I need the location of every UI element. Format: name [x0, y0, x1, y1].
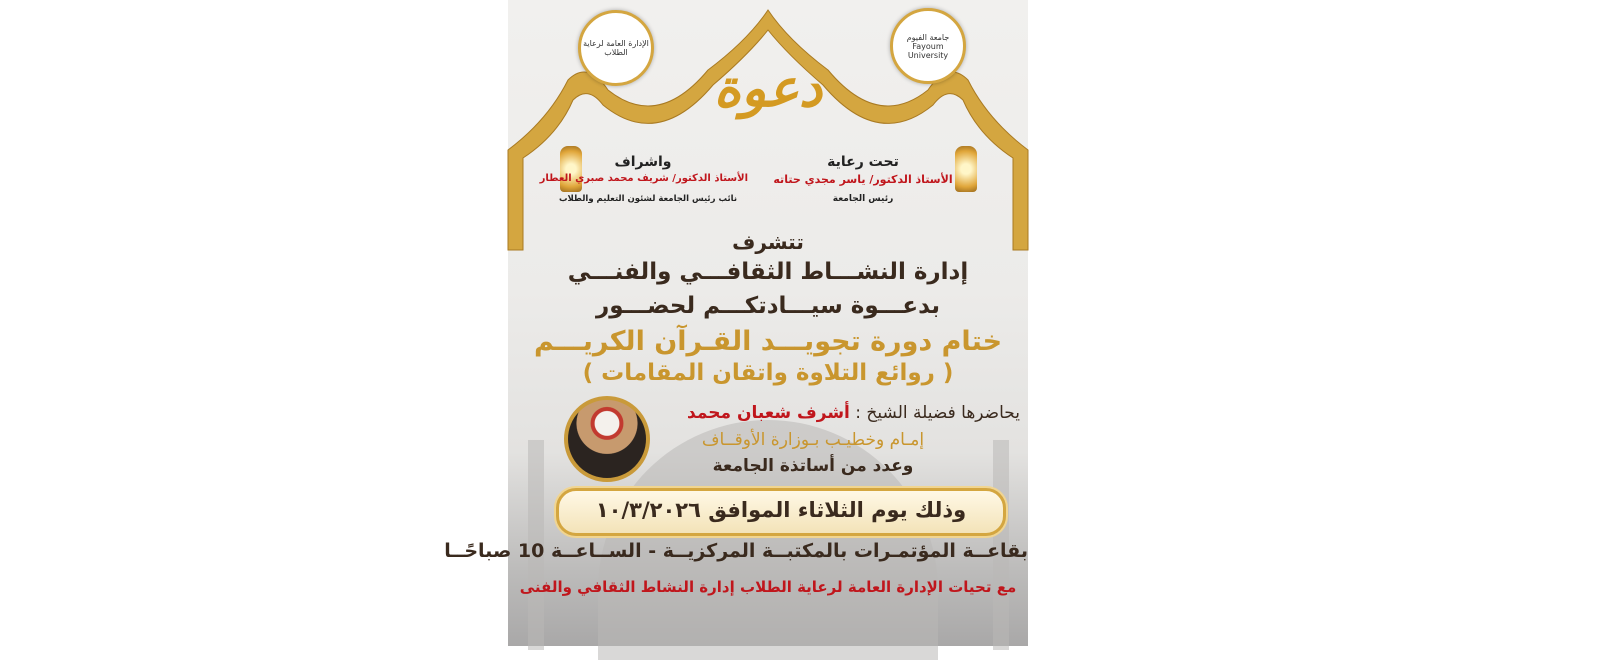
invitation-calligraphy: دعوة: [713, 58, 823, 119]
event-title: ختام دورة تجويـــد القـرآن الكريـــم: [533, 326, 1003, 357]
supervision-name: الأستاذ الدكتور/ شريف محمد صبري العطار: [539, 173, 748, 184]
lecturer-name: أشرف شعبان محمد: [687, 403, 850, 423]
supervision-role: نائب رئيس الجامعة لشئون التعليم والطلاب: [558, 194, 738, 204]
event-subtitle: ( روائع التلاوة واتقان المقامات ): [582, 360, 954, 386]
supervision-label: واشراف: [614, 154, 672, 170]
department-text: إدارة النشـــاط الثقافـــي والفنـــي: [567, 259, 969, 285]
invitation-poster: [444, 0, 1028, 646]
patronage-role: رئيس الجامعة: [832, 194, 894, 204]
fayoum-university-logo: جامعة الفيوم Fayoum University: [890, 8, 966, 84]
patronage-label: تحت رعاية: [827, 154, 899, 170]
honor-text: تتشرف: [732, 230, 804, 254]
lecturer-line: [687, 403, 1020, 423]
lecturer-role: إمـام وخطيـب بـوزارة الأوقــاف: [701, 430, 925, 450]
lantern-icon: [955, 146, 977, 192]
venue-text: بقاعــة المؤتمـرات بالمكتبــة المركزيــة - الســاعــة 10 صباحًــا: [444, 540, 1028, 562]
student-affairs-logo: الإدارة العامة لرعاية الطلاب: [578, 10, 654, 86]
lecturer-others: وعدد من أساتذة الجامعة: [712, 456, 914, 476]
date-text: وذلك يوم الثلاثاء الموافق ١٠/٣/٢٠٢٦: [595, 498, 967, 522]
lecturer-prefix: يحاضرها فضيلة الشيخ :: [849, 403, 1020, 423]
date-banner: [556, 488, 1006, 536]
patronage-name: الأستاذ الدكتور/ ياسر مجدي حتاته: [773, 173, 953, 186]
lecturer-photo: [564, 396, 650, 482]
footer-text: مع تحيات الإدارة العامة لرعاية الطلاب إدارة النشاط الثقافي والفنى: [519, 578, 1017, 596]
invite-text: بدعـــوة سيـــادتكـــم لحضـــور: [595, 293, 940, 319]
